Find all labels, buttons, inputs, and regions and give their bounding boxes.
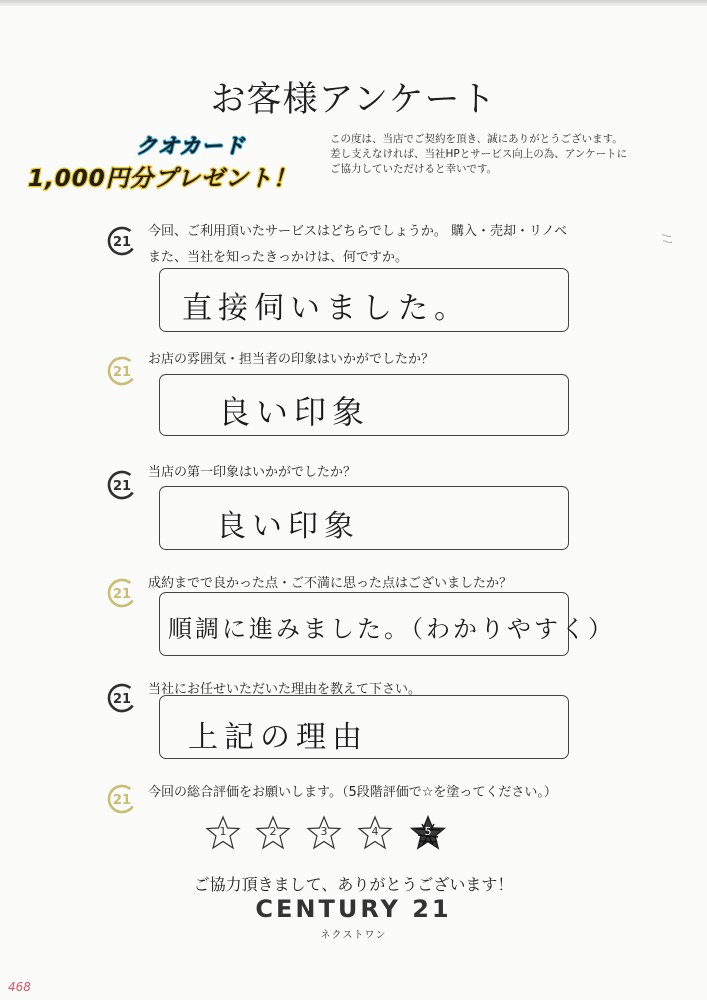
answer-box[interactable]	[159, 592, 615, 656]
svg-text:21: 21	[112, 587, 132, 602]
intro-line: ご協力していただけると幸いです。	[330, 163, 498, 175]
question-text-2: また、当社を知ったきっかけは、何ですか。	[148, 250, 409, 265]
thanks-message: ご協力頂きまして、ありがとうございます！	[193, 875, 514, 894]
question-text: 成約までで良かった点・ご不満に思った点はございましたか？	[148, 576, 513, 591]
star-2[interactable]	[255, 815, 291, 851]
question-text: 当社にお任せいただいた理由を教えて下さい。	[148, 682, 422, 697]
pencil-mark-icon	[660, 231, 674, 245]
question-text: 今回、ご利用頂いたサービスはどちらでしょうか。 購入・売却・リノベ	[148, 224, 567, 239]
promo-present: 1,000円分プレゼント！	[28, 166, 297, 192]
century21-badge-icon	[107, 226, 137, 256]
svg-text:21: 21	[112, 235, 132, 250]
answer-box[interactable]	[159, 486, 569, 550]
question-text: お店の雰囲気・担当者の印象はいかがでしたか？	[148, 352, 435, 367]
star-number: 5	[424, 825, 432, 838]
answer-box[interactable]	[159, 695, 569, 759]
century21-badge-icon	[107, 578, 137, 608]
answer-handwritten: 良い印象	[216, 509, 360, 544]
question-text: 今回の総合評価をお願いします。（5段階評価で☆を塗ってください。）	[148, 785, 557, 800]
svg-text:21: 21	[112, 365, 132, 380]
answer-box[interactable]	[159, 268, 569, 332]
star-number: 1	[219, 825, 227, 838]
star-3[interactable]	[306, 815, 342, 851]
star-number: 4	[371, 825, 379, 838]
intro-line: 差し支えなければ、当社HPとサービス向上の為、アンケートに	[330, 148, 628, 160]
rating-stars	[205, 815, 465, 851]
star-5-filled[interactable]	[410, 815, 446, 851]
star-1[interactable]	[205, 815, 241, 851]
answer-handwritten: 上記の理由	[188, 720, 368, 755]
answer-handwritten: 良い印象	[218, 393, 371, 431]
promo-quo-card: クオカード	[136, 134, 246, 158]
answer-handwritten: 順調に進みました。（わかりやすく）	[168, 615, 615, 643]
brand-logo: CENTURY 21	[255, 895, 452, 923]
star-4[interactable]	[357, 815, 393, 851]
page-number: 468	[8, 980, 31, 994]
star-number: 2	[269, 825, 277, 838]
intro-line: この度は、当店でご契約を頂き、誠にありがとうございます。	[330, 133, 623, 145]
answer-handwritten: 直接伺いました。	[182, 291, 470, 326]
svg-text:21: 21	[112, 793, 132, 808]
century21-badge-icon	[107, 683, 137, 713]
question-text: 当店の第一印象はいかがでしたか？	[148, 465, 357, 480]
scan-edge	[0, 0, 707, 6]
century21-badge-icon	[107, 470, 137, 500]
intro-text	[330, 132, 675, 177]
century21-badge-icon	[107, 356, 137, 386]
brand-store-name: ネクストワン	[320, 930, 387, 941]
svg-text:21: 21	[112, 479, 132, 494]
page-title: お客様アンケート	[210, 80, 497, 120]
answer-box[interactable]	[159, 374, 569, 436]
star-number: 3	[320, 825, 328, 838]
svg-text:21: 21	[112, 692, 132, 707]
century21-badge-icon	[107, 784, 137, 814]
